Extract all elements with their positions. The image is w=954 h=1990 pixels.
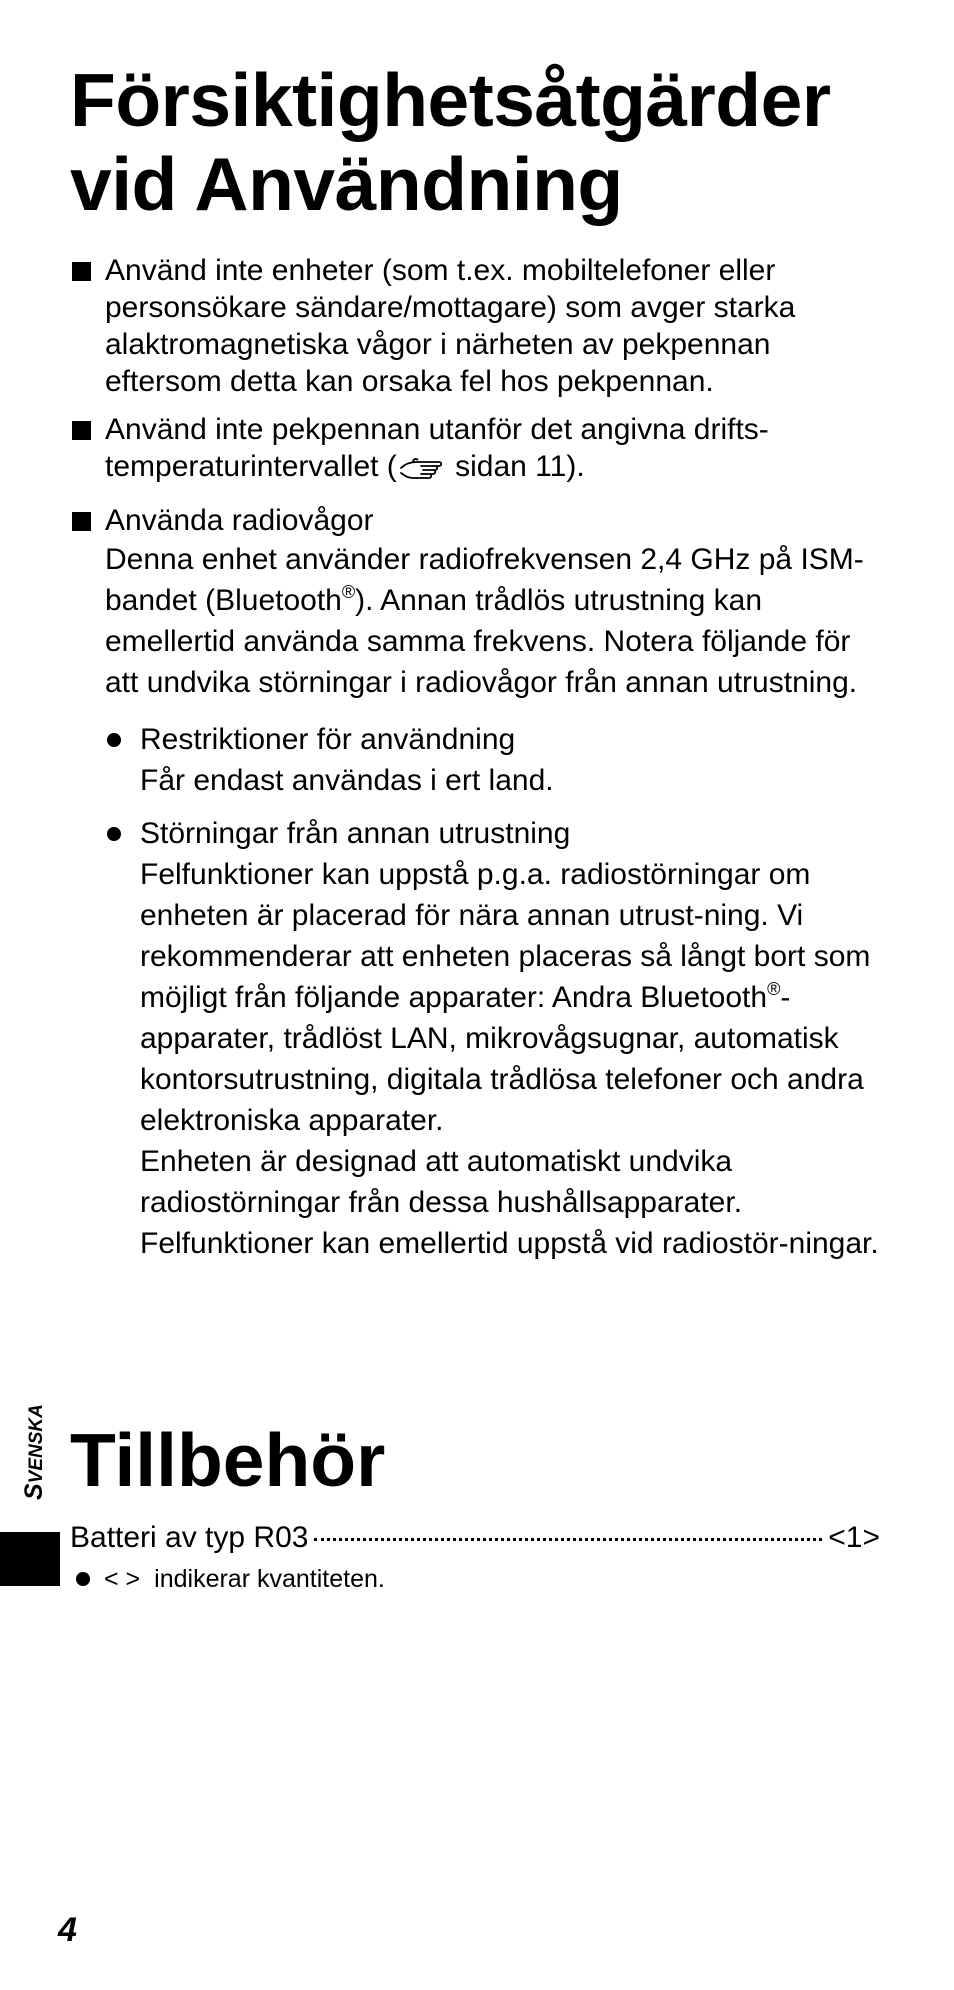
interference-text-c: Enheten är designad att automatiskt undvika radiostörningar från dessa hushållsapparater. Felfunktioner kan emellertid uppstå vid radiostör-ningar. bbox=[140, 1145, 879, 1260]
page-title bbox=[70, 58, 880, 226]
precaution-item-temperature bbox=[70, 411, 880, 491]
temperature-text-after: sidan 11). bbox=[446, 450, 585, 483]
radio-sub-list bbox=[105, 719, 880, 1264]
precaution-text bbox=[105, 411, 880, 491]
accessories-title: Tillbehör bbox=[70, 1418, 386, 1502]
language-tab-label bbox=[20, 1404, 51, 1500]
round-bullet-icon bbox=[76, 1572, 90, 1586]
radio-text-b: ). Annan trådlös utrustning kan emellertid använda samma frekvens. Notera följande för att undvika störningar i radiovågor från annan utrustning. bbox=[105, 584, 858, 699]
square-bullet-icon bbox=[72, 421, 91, 440]
precautions-list bbox=[70, 252, 880, 1264]
precaution-item-devices bbox=[70, 252, 880, 400]
radio-text-a: Denna enhet använder radiofrekvensen 2,4 GHz på ISM-bandet (Bluetooth bbox=[105, 543, 864, 617]
radio-heading: Använda radiovågor bbox=[105, 504, 374, 537]
interference-heading: Störningar från annan utrustning bbox=[140, 817, 571, 850]
accessory-note bbox=[76, 1564, 385, 1594]
accessory-item bbox=[70, 1520, 880, 1556]
temperature-text-before: Använd inte pekpennan utanför det angivna drifts-temperaturintervallet ( bbox=[105, 413, 769, 483]
registered-mark: ® bbox=[767, 979, 781, 999]
page-title-line1: Försiktighetsåtgärder bbox=[70, 58, 831, 142]
interference-text bbox=[140, 854, 880, 1141]
precaution-text: Använd inte enheter (som t.ex. mobiltelefoner eller personsökare sändare/mottagare) som avger starka alaktromagnetiska vågor i närheten av pekpennan eftersom detta kan orsaka fel hos pekpennan. bbox=[105, 254, 796, 398]
note-brackets: < > bbox=[104, 1565, 141, 1593]
interference-text-b: -apparater, trådlöst LAN, mikrovågsugnar, automatisk kontorsutrustning, digitala trådlösa telefoner och andra elektroniska apparater. bbox=[140, 981, 864, 1137]
restrictions-text: Får endast användas i ert land. bbox=[140, 764, 554, 797]
language-tab-marker bbox=[0, 1532, 60, 1586]
note-text: indikerar kvantiteten. bbox=[154, 1565, 385, 1593]
interference-text-a: Felfunktioner kan uppstå p.g.a. radiostörningar om enheten är placerad för nära annan utrust-ning. Vi rekommenderar att enheten placeras så långt bort som möjligt från följande apparater: Andra Bluetooth bbox=[140, 858, 871, 1014]
page-content bbox=[70, 58, 880, 1276]
page-number: 4 bbox=[58, 1911, 77, 1949]
page-title-line2: vid Användning bbox=[70, 142, 623, 226]
language-label-rest: VENSKA bbox=[26, 1404, 47, 1484]
dot-leader bbox=[314, 1538, 822, 1541]
restrictions-heading: Restriktioner för användning bbox=[140, 723, 516, 756]
square-bullet-icon bbox=[72, 512, 91, 531]
registered-mark: ® bbox=[341, 582, 356, 602]
radio-text bbox=[105, 539, 880, 703]
round-bullet-icon bbox=[107, 733, 121, 747]
accessory-quantity: <1> bbox=[828, 1521, 880, 1554]
sub-item-interference bbox=[105, 813, 880, 1264]
round-bullet-icon bbox=[107, 827, 121, 841]
square-bullet-icon bbox=[72, 262, 91, 281]
accessory-name: Batteri av typ R03 bbox=[70, 1521, 309, 1554]
language-label-initial: S bbox=[20, 1483, 48, 1500]
precaution-item-radio bbox=[70, 502, 880, 1264]
pointing-hand-icon bbox=[399, 454, 445, 491]
sub-item-restrictions bbox=[105, 719, 880, 801]
